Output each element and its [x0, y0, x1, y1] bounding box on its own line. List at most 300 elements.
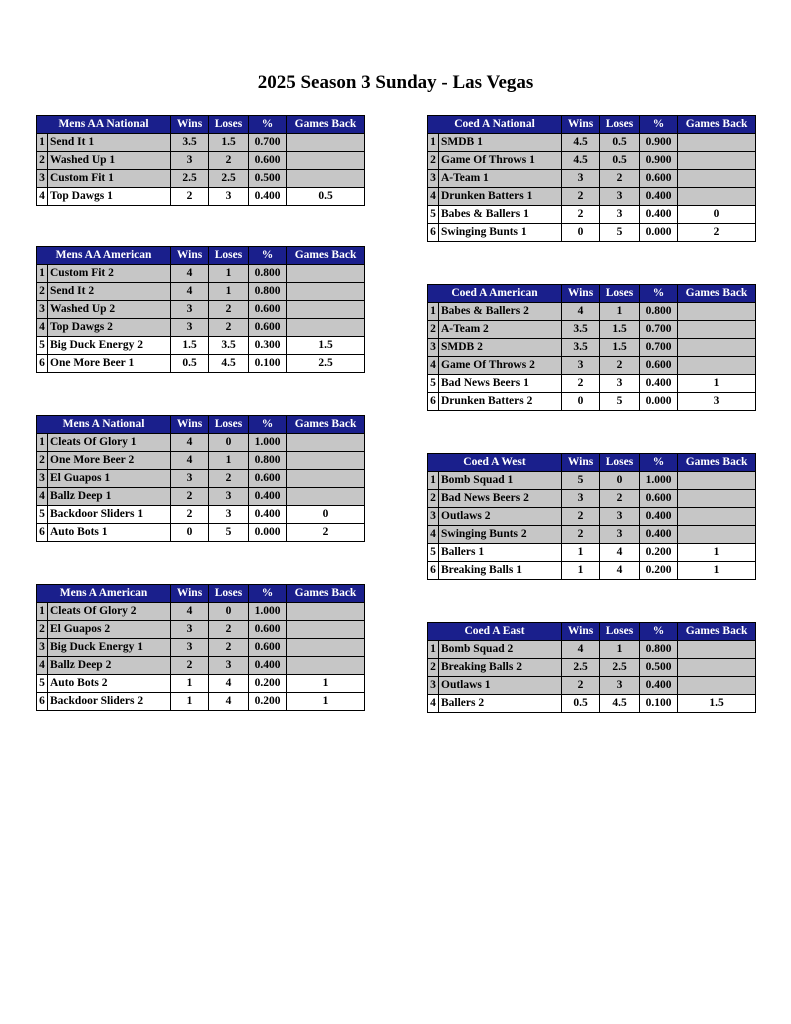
games-back-cell	[287, 639, 365, 657]
table-row	[428, 562, 756, 580]
col-header-loses: Loses	[209, 247, 249, 265]
standings-table-mens-a-national	[36, 415, 365, 542]
pct-cell: 0.400	[249, 506, 287, 524]
pct-cell: 0.400	[640, 206, 678, 224]
games-back-cell: 1	[678, 544, 756, 562]
col-header-games-back: Games Back	[678, 623, 756, 641]
rank-cell: 1	[37, 603, 48, 621]
wins-cell: 5	[562, 472, 600, 490]
team-cell: Auto Bots 2	[48, 675, 171, 693]
team-cell: Big Duck Energy 1	[48, 639, 171, 657]
loses-cell: 3	[209, 657, 249, 675]
team-cell: Bad News Beers 2	[439, 490, 562, 508]
wins-cell: 1	[562, 562, 600, 580]
wins-cell: 4	[171, 434, 209, 452]
col-header-loses: Loses	[209, 116, 249, 134]
team-cell: Outlaws 1	[439, 677, 562, 695]
games-back-cell	[287, 152, 365, 170]
header-row	[37, 247, 365, 265]
col-header-loses: Loses	[600, 285, 640, 303]
games-back-cell: 2.5	[287, 355, 365, 373]
loses-cell: 1	[600, 303, 640, 321]
loses-cell: 0.5	[600, 152, 640, 170]
games-back-cell	[678, 508, 756, 526]
wins-cell: 2	[171, 188, 209, 206]
wins-cell: 3	[171, 301, 209, 319]
table-row	[428, 357, 756, 375]
games-back-cell	[287, 621, 365, 639]
rank-cell: 4	[428, 695, 439, 713]
wins-cell: 0	[562, 224, 600, 242]
pct-cell: 0.400	[640, 188, 678, 206]
header-row	[37, 116, 365, 134]
team-cell: Drunken Batters 2	[439, 393, 562, 411]
team-cell: Bad News Beers 1	[439, 375, 562, 393]
rank-cell: 4	[428, 357, 439, 375]
rank-cell: 4	[428, 526, 439, 544]
team-cell: A-Team 1	[439, 170, 562, 188]
division-name: Coed A East	[428, 623, 562, 641]
pct-cell: 0.000	[249, 524, 287, 542]
team-cell: One More Beer 2	[48, 452, 171, 470]
rank-cell: 1	[428, 134, 439, 152]
games-back-cell	[678, 490, 756, 508]
team-cell: Cleats Of Glory 2	[48, 603, 171, 621]
games-back-cell	[287, 603, 365, 621]
rank-cell: 3	[428, 170, 439, 188]
table-row	[37, 675, 365, 693]
loses-cell: 3	[600, 375, 640, 393]
rank-cell: 2	[37, 621, 48, 639]
games-back-cell	[678, 659, 756, 677]
col-header-wins: Wins	[562, 116, 600, 134]
loses-cell: 0	[209, 603, 249, 621]
standings-table-mens-aa-american	[36, 246, 365, 373]
team-cell: A-Team 2	[439, 321, 562, 339]
pct-cell: 0.400	[249, 188, 287, 206]
wins-cell: 2	[562, 375, 600, 393]
col-header-wins: Wins	[562, 623, 600, 641]
pct-cell: 0.900	[640, 134, 678, 152]
rank-cell: 2	[37, 283, 48, 301]
pct-cell: 0.400	[249, 488, 287, 506]
table-row	[428, 170, 756, 188]
col-header-wins: Wins	[171, 116, 209, 134]
team-cell: Washed Up 1	[48, 152, 171, 170]
team-cell: Washed Up 2	[48, 301, 171, 319]
rank-cell: 5	[37, 675, 48, 693]
rank-cell: 6	[428, 562, 439, 580]
wins-cell: 3	[562, 357, 600, 375]
rank-cell: 1	[428, 472, 439, 490]
pct-cell: 0.600	[249, 639, 287, 657]
rank-cell: 2	[428, 321, 439, 339]
loses-cell: 4	[600, 544, 640, 562]
division-name: Coed A West	[428, 454, 562, 472]
pct-cell: 0.400	[640, 526, 678, 544]
games-back-cell: 1.5	[287, 337, 365, 355]
games-back-cell	[287, 434, 365, 452]
loses-cell: 5	[600, 393, 640, 411]
col-header-games-back: Games Back	[678, 116, 756, 134]
rank-cell: 4	[37, 488, 48, 506]
games-back-cell	[678, 170, 756, 188]
games-back-cell	[678, 152, 756, 170]
loses-cell: 1.5	[600, 339, 640, 357]
division-name: Mens A National	[37, 416, 171, 434]
team-cell: SMDB 1	[439, 134, 562, 152]
pct-cell: 0.600	[249, 470, 287, 488]
col-header-games-back: Games Back	[287, 416, 365, 434]
team-cell: Top Dawgs 1	[48, 188, 171, 206]
pct-cell: 1.000	[640, 472, 678, 490]
pct-cell: 0.800	[249, 265, 287, 283]
wins-cell: 2	[171, 488, 209, 506]
col-header-games-back: Games Back	[678, 285, 756, 303]
pct-cell: 0.400	[640, 375, 678, 393]
loses-cell: 2	[600, 357, 640, 375]
loses-cell: 1	[209, 283, 249, 301]
loses-cell: 4.5	[600, 695, 640, 713]
table-row	[37, 603, 365, 621]
pct-cell: 0.700	[640, 321, 678, 339]
rank-cell: 3	[428, 508, 439, 526]
wins-cell: 0.5	[171, 355, 209, 373]
wins-cell: 3.5	[562, 339, 600, 357]
col-header-games-back: Games Back	[287, 116, 365, 134]
table-row	[428, 375, 756, 393]
table-row	[428, 303, 756, 321]
col-header-pct: %	[640, 623, 678, 641]
table-row	[37, 621, 365, 639]
team-cell: Game Of Throws 1	[439, 152, 562, 170]
table-row	[428, 321, 756, 339]
pct-cell: 0.400	[640, 677, 678, 695]
loses-cell: 3.5	[209, 337, 249, 355]
wins-cell: 2	[562, 526, 600, 544]
wins-cell: 3	[562, 170, 600, 188]
wins-cell: 2.5	[171, 170, 209, 188]
loses-cell: 2	[209, 319, 249, 337]
division-name: Coed A American	[428, 285, 562, 303]
wins-cell: 1	[562, 544, 600, 562]
games-back-cell: 1.5	[678, 695, 756, 713]
team-cell: Custom Fit 2	[48, 265, 171, 283]
pct-cell: 0.600	[249, 621, 287, 639]
loses-cell: 2	[209, 301, 249, 319]
team-cell: Ballz Deep 2	[48, 657, 171, 675]
pct-cell: 0.500	[640, 659, 678, 677]
team-cell: Bomb Squad 2	[439, 641, 562, 659]
team-cell: One More Beer 1	[48, 355, 171, 373]
games-back-cell	[678, 526, 756, 544]
rank-cell: 4	[37, 657, 48, 675]
rank-cell: 5	[37, 506, 48, 524]
loses-cell: 0	[600, 472, 640, 490]
wins-cell: 1.5	[171, 337, 209, 355]
games-back-cell	[287, 470, 365, 488]
wins-cell: 3	[562, 490, 600, 508]
team-cell: Bomb Squad 1	[439, 472, 562, 490]
table-row	[37, 134, 365, 152]
loses-cell: 0	[209, 434, 249, 452]
rank-cell: 3	[37, 470, 48, 488]
loses-cell: 1	[600, 641, 640, 659]
team-cell: Cleats Of Glory 1	[48, 434, 171, 452]
loses-cell: 4	[209, 693, 249, 711]
header-row	[37, 416, 365, 434]
pct-cell: 0.200	[640, 544, 678, 562]
pct-cell: 0.200	[249, 675, 287, 693]
pct-cell: 0.800	[640, 641, 678, 659]
table-row	[37, 488, 365, 506]
col-header-loses: Loses	[600, 116, 640, 134]
col-header-games-back: Games Back	[287, 247, 365, 265]
team-cell: Outlaws 2	[439, 508, 562, 526]
loses-cell: 3	[209, 188, 249, 206]
table-row	[428, 544, 756, 562]
col-header-wins: Wins	[562, 454, 600, 472]
col-header-pct: %	[640, 116, 678, 134]
wins-cell: 4.5	[562, 152, 600, 170]
wins-cell: 2	[171, 506, 209, 524]
table-row	[37, 452, 365, 470]
wins-cell: 4	[171, 283, 209, 301]
col-header-wins: Wins	[562, 285, 600, 303]
rank-cell: 3	[37, 170, 48, 188]
games-back-cell: 1	[678, 375, 756, 393]
loses-cell: 3	[600, 188, 640, 206]
rank-cell: 4	[428, 188, 439, 206]
loses-cell: 2	[209, 470, 249, 488]
team-cell: Big Duck Energy 2	[48, 337, 171, 355]
table-row	[428, 508, 756, 526]
wins-cell: 2	[562, 508, 600, 526]
pct-cell: 0.800	[249, 283, 287, 301]
games-back-cell	[287, 134, 365, 152]
rank-cell: 3	[37, 639, 48, 657]
pct-cell: 0.600	[249, 301, 287, 319]
loses-cell: 3	[600, 206, 640, 224]
games-back-cell: 1	[678, 562, 756, 580]
loses-cell: 2.5	[600, 659, 640, 677]
rank-cell: 6	[428, 393, 439, 411]
games-back-cell: 0.5	[287, 188, 365, 206]
team-cell: Ballers 1	[439, 544, 562, 562]
table-row	[428, 134, 756, 152]
games-back-cell	[678, 134, 756, 152]
team-cell: Breaking Balls 2	[439, 659, 562, 677]
games-back-cell	[678, 472, 756, 490]
loses-cell: 0.5	[600, 134, 640, 152]
header-row	[428, 116, 756, 134]
table-row	[37, 524, 365, 542]
pct-cell: 0.100	[249, 355, 287, 373]
pct-cell: 1.000	[249, 434, 287, 452]
games-back-cell: 0	[678, 206, 756, 224]
pct-cell: 0.000	[640, 393, 678, 411]
col-header-wins: Wins	[171, 247, 209, 265]
rank-cell: 5	[428, 206, 439, 224]
pct-cell: 0.300	[249, 337, 287, 355]
wins-cell: 2	[562, 188, 600, 206]
pct-cell: 0.800	[640, 303, 678, 321]
team-cell: Send It 2	[48, 283, 171, 301]
table-row	[37, 470, 365, 488]
wins-cell: 3	[171, 470, 209, 488]
rank-cell: 3	[37, 301, 48, 319]
pct-cell: 0.700	[249, 134, 287, 152]
wins-cell: 0.5	[562, 695, 600, 713]
division-name: Mens AA American	[37, 247, 171, 265]
loses-cell: 3	[600, 677, 640, 695]
pct-cell: 0.400	[249, 657, 287, 675]
table-row	[37, 301, 365, 319]
table-row	[428, 472, 756, 490]
loses-cell: 4	[209, 675, 249, 693]
rank-cell: 1	[37, 265, 48, 283]
table-row	[37, 693, 365, 711]
team-cell: Ballers 2	[439, 695, 562, 713]
rank-cell: 5	[37, 337, 48, 355]
wins-cell: 1	[171, 675, 209, 693]
table-row	[428, 206, 756, 224]
games-back-cell	[287, 452, 365, 470]
table-row	[37, 506, 365, 524]
loses-cell: 2	[600, 170, 640, 188]
table-row	[428, 641, 756, 659]
wins-cell: 0	[171, 524, 209, 542]
team-cell: SMDB 2	[439, 339, 562, 357]
pct-cell: 0.600	[249, 152, 287, 170]
pct-cell: 0.200	[640, 562, 678, 580]
header-row	[428, 454, 756, 472]
wins-cell: 0	[562, 393, 600, 411]
table-row	[428, 188, 756, 206]
loses-cell: 2.5	[209, 170, 249, 188]
pct-cell: 1.000	[249, 603, 287, 621]
rank-cell: 3	[428, 339, 439, 357]
table-row	[37, 283, 365, 301]
games-back-cell: 2	[287, 524, 365, 542]
loses-cell: 5	[600, 224, 640, 242]
team-cell: Swinging Bunts 2	[439, 526, 562, 544]
rank-cell: 1	[37, 434, 48, 452]
table-row	[428, 526, 756, 544]
loses-cell: 3	[600, 526, 640, 544]
col-header-pct: %	[640, 454, 678, 472]
pct-cell: 0.500	[249, 170, 287, 188]
loses-cell: 2	[209, 152, 249, 170]
col-header-loses: Loses	[209, 585, 249, 603]
rank-cell: 4	[37, 188, 48, 206]
standings-table-coed-a-west	[427, 453, 756, 580]
wins-cell: 3	[171, 621, 209, 639]
games-back-cell: 1	[287, 693, 365, 711]
rank-cell: 2	[428, 659, 439, 677]
loses-cell: 1	[209, 452, 249, 470]
rank-cell: 5	[428, 375, 439, 393]
team-cell: Babes & Ballers 1	[439, 206, 562, 224]
wins-cell: 1	[171, 693, 209, 711]
pct-cell: 0.200	[249, 693, 287, 711]
division-name: Mens A American	[37, 585, 171, 603]
pct-cell: 0.000	[640, 224, 678, 242]
table-row	[428, 695, 756, 713]
wins-cell: 2.5	[562, 659, 600, 677]
games-back-cell	[287, 283, 365, 301]
games-back-cell	[678, 677, 756, 695]
table-row	[37, 434, 365, 452]
wins-cell: 2	[562, 677, 600, 695]
rank-cell: 1	[428, 303, 439, 321]
games-back-cell	[678, 641, 756, 659]
col-header-games-back: Games Back	[287, 585, 365, 603]
table-row	[428, 490, 756, 508]
table-row	[428, 393, 756, 411]
wins-cell: 4.5	[562, 134, 600, 152]
table-row	[428, 659, 756, 677]
team-cell: Auto Bots 1	[48, 524, 171, 542]
col-header-pct: %	[640, 285, 678, 303]
games-back-cell	[287, 657, 365, 675]
pct-cell: 0.700	[640, 339, 678, 357]
table-row	[37, 170, 365, 188]
rank-cell: 2	[37, 152, 48, 170]
loses-cell: 4.5	[209, 355, 249, 373]
team-cell: Ballz Deep 1	[48, 488, 171, 506]
rank-cell: 6	[37, 693, 48, 711]
team-cell: Backdoor Sliders 2	[48, 693, 171, 711]
pct-cell: 0.400	[640, 508, 678, 526]
loses-cell: 3	[600, 508, 640, 526]
wins-cell: 2	[562, 206, 600, 224]
rank-cell: 2	[428, 490, 439, 508]
standings-table-coed-a-east	[427, 622, 756, 713]
games-back-cell	[678, 339, 756, 357]
games-back-cell	[678, 357, 756, 375]
wins-cell: 3	[171, 152, 209, 170]
games-back-cell	[678, 321, 756, 339]
page-title: 2025 Season 3 Sunday - Las Vegas	[257, 72, 534, 93]
rank-cell: 3	[428, 677, 439, 695]
games-back-cell	[287, 265, 365, 283]
table-row	[37, 639, 365, 657]
col-header-loses: Loses	[600, 454, 640, 472]
col-header-wins: Wins	[171, 416, 209, 434]
wins-cell: 4	[171, 603, 209, 621]
header-row	[428, 285, 756, 303]
col-header-pct: %	[249, 247, 287, 265]
loses-cell: 1.5	[209, 134, 249, 152]
team-cell: El Guapos 2	[48, 621, 171, 639]
header-row	[428, 623, 756, 641]
pct-cell: 0.900	[640, 152, 678, 170]
team-cell: Custom Fit 1	[48, 170, 171, 188]
pct-cell: 0.800	[249, 452, 287, 470]
pct-cell: 0.600	[640, 357, 678, 375]
table-row	[428, 339, 756, 357]
team-cell: Backdoor Sliders 1	[48, 506, 171, 524]
wins-cell: 3	[171, 639, 209, 657]
header-row	[37, 585, 365, 603]
rank-cell: 1	[428, 641, 439, 659]
rank-cell: 1	[37, 134, 48, 152]
col-header-loses: Loses	[209, 416, 249, 434]
wins-cell: 2	[171, 657, 209, 675]
rank-cell: 5	[428, 544, 439, 562]
games-back-cell	[678, 303, 756, 321]
